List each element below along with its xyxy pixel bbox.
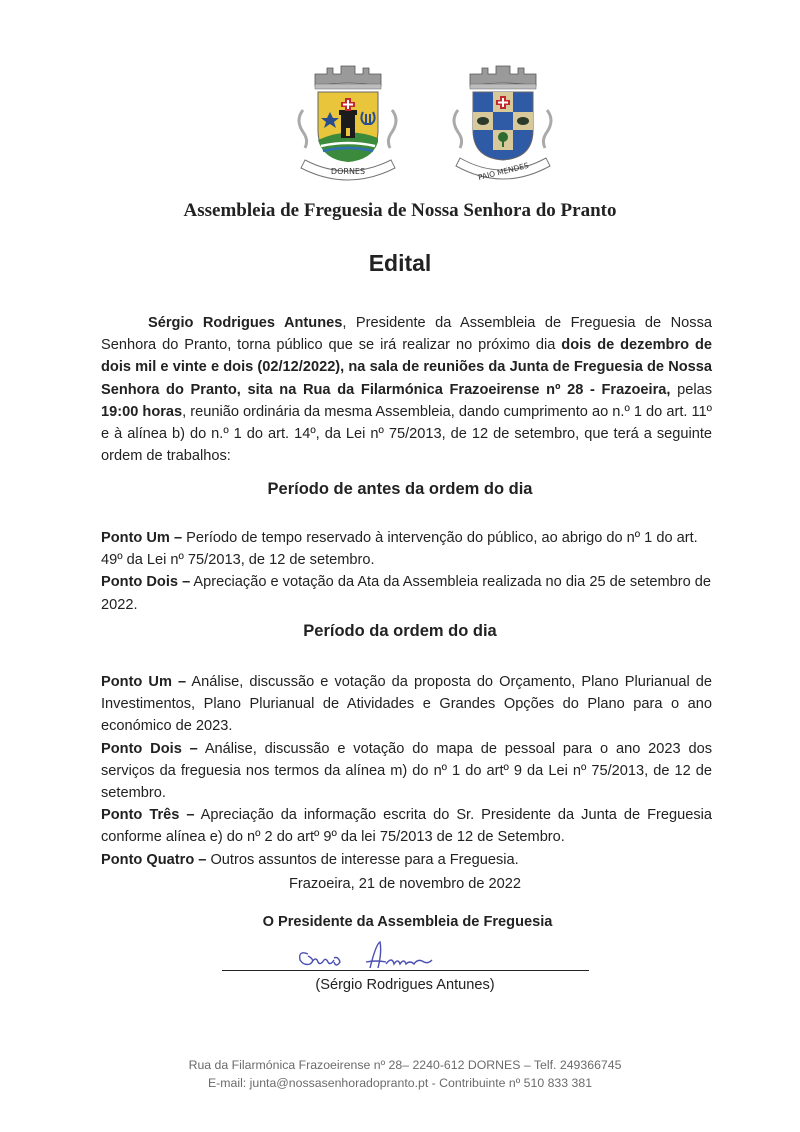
signatory-title: O Presidente da Assembleia de Freguesia: [262, 914, 553, 930]
agenda-point: [101, 849, 712, 871]
svg-text:PAIO MENDES: PAIO MENDES: [477, 160, 530, 183]
president-name: Sérgio Rodrigues Antunes: [148, 315, 343, 331]
intro-paragraph: [101, 312, 712, 467]
crests-header: [0, 62, 800, 187]
point-text: Período de tempo reservado à intervenção do público, ao abrigo do nº 1 do art. 49º da Lei nº 75/2013, de 12 de setembro.: [101, 530, 698, 569]
footer-address: Rua da Filarmónica Frazoeirense nº 28– 2240-612 DORNES – Telf. 249366745: [188, 1058, 622, 1072]
section-title-before-agenda: Período de antes da ordem do dia: [267, 480, 533, 498]
signature-line: [222, 970, 589, 971]
signatory-name: (Sérgio Rodrigues Antunes): [315, 977, 495, 993]
intro-text: , Presidente da Assembleia de Freguesia de Nossa Senhora do Pranto, torna público que se irá realizar no próximo dia: [101, 315, 712, 354]
point-text: Apreciação e votação da Ata da Assembleia realizada no dia 25 de setembro de 2022.: [101, 574, 712, 613]
point-text: Análise, discussão e votação do mapa de pessoal para o ano 2023 dos serviços da freguesia nos termos da alínea m) do nº 1 do artº 9 da Lei nº 75/2013, de 12 de setembro.: [101, 740, 713, 802]
place-date: Frazoeira, 21 de novembro de 2022: [288, 876, 522, 892]
point-label: Ponto Quatro –: [101, 851, 207, 868]
assembly-title: Assembleia de Freguesia de Nossa Senhora do Pranto: [183, 200, 617, 221]
section-title-agenda: Período da ordem do dia: [303, 622, 497, 640]
intro-text: , reunião ordinária da mesma Assembleia, dando cumprimento ao n.º 1 do art. 11º e à alínea b) do n.º 1 do art. 14º, da Lei nº 75/2013, de 12 de setembro, que terá a seguinte ordem de trabalhos:: [101, 403, 713, 465]
agenda-point: [101, 527, 712, 571]
point-label: Ponto Dois –: [101, 740, 198, 757]
points-before-agenda: [101, 527, 712, 616]
agenda-point: [101, 671, 712, 738]
handwritten-signature-icon: [290, 940, 470, 980]
dornes-crest-icon: [285, 62, 410, 187]
footer-contact: E-mail: junta@nossasenhoradopranto.pt - Contribuinte nº 510 833 381: [207, 1076, 593, 1090]
point-label: Ponto Um –: [101, 674, 187, 690]
meeting-time: 19:00 horas: [101, 403, 183, 420]
meeting-date-location: dois de dezembro de dois mil e vinte e dois (02/12/2022), na sala de reuniões da Junta de Freguesia de Nossa Senhora do Pranto, sita na Rua da Filarmónica Frazoeirense nº 28 - Frazoeira,: [101, 337, 713, 398]
point-label: Ponto Três –: [101, 807, 195, 824]
document-title: Edital: [368, 250, 432, 276]
paio-mendes-crest-icon: [440, 62, 565, 187]
point-text: Análise, discussão e votação da proposta do Orçamento, Plano Plurianual de Investimentos, Plano Plurianual de Atividades e Grandes Opções do Plano para o ano económico de 2023.: [101, 674, 712, 735]
point-label: Ponto Dois –: [101, 574, 191, 591]
svg-text:DORNES: DORNES: [330, 167, 366, 176]
agenda-point: [101, 571, 712, 615]
intro-text: pelas: [670, 381, 712, 398]
point-label: Ponto Um –: [101, 530, 183, 546]
agenda-point: [101, 738, 712, 805]
point-text: Apreciação da informação escrita do Sr. Presidente da Junta de Freguesia conforme alínea e) do nº 2 do artº 9º da lei 75/2013 de 12 de Setembro.: [101, 807, 712, 846]
agenda-point: [101, 804, 712, 848]
points-agenda: [101, 671, 712, 871]
point-text: Outros assuntos de interesse para a Freguesia.: [206, 851, 519, 868]
